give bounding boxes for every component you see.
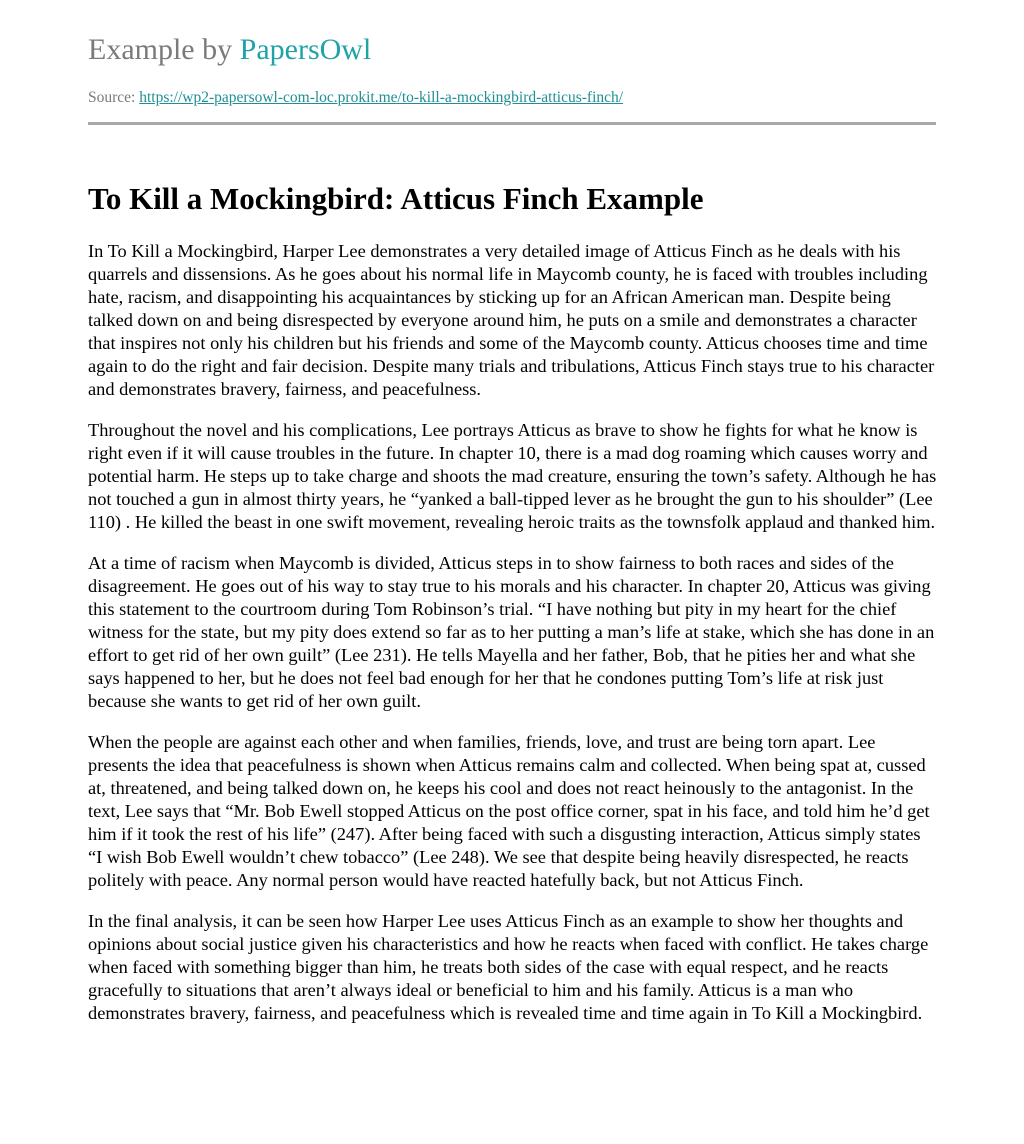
brand-prefix: Example by	[88, 33, 233, 66]
paragraph-1: In To Kill a Mockingbird, Harper Lee demonstrates a very detailed image of Atticus Finch as he deals with his quarrels and dissensions. As he goes about his normal life in Maycomb county, he is faced with troubles including hate, racism, and disappointing his acquaintances by sticking up for an African American man. Despite being talked down on and being disrespected by everyone around him, he puts on a smile and demonstrates a character that inspires not only his children but his friends and some of the Maycomb county. Atticus chooses time and time again to do the right and fair decision. Despite many trials and tribulations, Atticus Finch stays true to his character and demonstrates bravery, fairness, and peacefulness.	[88, 241, 935, 399]
source-line	[88, 88, 623, 108]
paragraph-4: When the people are against each other and when families, friends, love, and trust are being torn apart. Lee presents the idea that peacefulness is shown when Atticus remains calm and collected. When being spat at, cussed at, threatened, and being talked down on, he keeps his cool and does not react heinously to the antagonist. In the text, Lee says that “Mr. Bob Ewell stopped Atticus on the post office corner, spat in his face, and told him he’d get him if it took the rest of his life” (247). After being faced with such a disgusting interaction, Atticus simply states “I wish Bob Ewell wouldn’t chew tobacco” (Lee 248). We see that despite being heavily disrespected, he reacts politely with peace. Any normal person would have reacted hatefully back, but not Atticus Finch.	[88, 732, 930, 890]
header-divider	[88, 122, 936, 125]
source-label: Source:	[88, 89, 136, 106]
paragraph-3: At a time of racism when Maycomb is divided, Atticus steps in to show fairness to both races and sides of the disagreement. He goes out of his way to stay true to his morals and his character. In chapter 20, Atticus was giving this statement to the courtroom during Tom Robinson’s trial. “I have nothing but pity in my heart for the chief witness for the state, but my pity does extend so far as to her putting a man’s life at stake, which she has done in an effort to get rid of her own guilt” (Lee 231). He tells Mayella and her father, Bob, that he pities her and what she says happened to her, but he does not feel bad enough for her that he condones putting Tom’s life at risk just because she wants to get rid of her own guilt.	[88, 553, 935, 711]
paragraph-5: In the final analysis, it can be seen how Harper Lee uses Atticus Finch as an example to show her thoughts and opinions about social justice given his characteristics and how he reacts when faced with conflict. He takes charge when faced with something bigger than him, he treats both sides of the case with equal respect, and he reacts gracefully to situations that aren’t always ideal or beneficial to him and his family. Atticus is a man who demonstrates bravery, fairness, and peacefulness which is revealed time and time again in To Kill a Mockingbird.	[88, 911, 929, 1023]
source-link[interactable]: https://wp2-papersowl-com-loc.prokit.me/to-kill-a-mockingbird-atticus-finch/	[139, 89, 624, 106]
paragraph-2: Throughout the novel and his complications, Lee portrays Atticus as brave to show he fights for what he know is right even if it will cause troubles in the future. In chapter 10, there is a mad dog roaming which causes worry and potential harm. He steps up to take charge and shoots the mad creature, ensuring the town’s safety. Although he has not touched a gun in almost thirty years, he “yanked a ball-tipped lever as he brought the gun to his shoulder” (Lee 110) . He killed the beast in one swift movement, revealing heroic traits as the townsfolk applaud and thanked him.	[88, 420, 937, 532]
brand-name[interactable]: PapersOwl	[239, 33, 372, 66]
brand-header	[88, 32, 371, 68]
article-title: To Kill a Mockingbird: Atticus Finch Example	[88, 181, 704, 216]
article-body	[88, 240, 938, 1043]
